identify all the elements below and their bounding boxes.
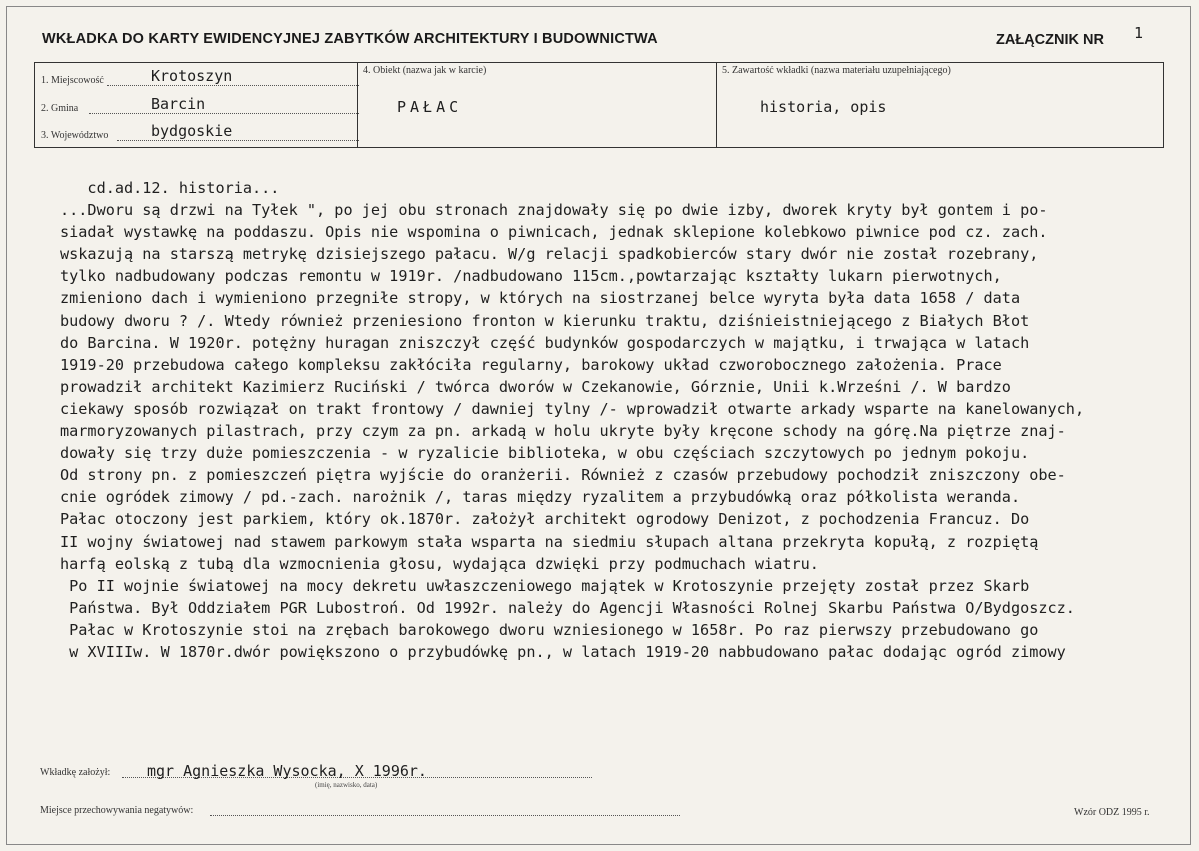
body-line: zmieniono dach i wymieniono przegniłe stropy, w których na siostrzanej belce wyryta była data 1658 / data [60, 289, 1021, 308]
dotted-line [89, 113, 359, 114]
body-line: Państwa. Był Oddziałem PGR Lubostroń. Od 1992r. należy do Agencji Własności Rolnej Skarbu Państwa O/Bydgoszcz. [60, 598, 1075, 617]
miejscowosc-value: Krotoszyn [151, 67, 233, 85]
zawartosc-value: historia, opis [760, 98, 887, 116]
body-line: dowały się trzy duże pomieszczenia - w ryzalicie biblioteka, w obu częściach szczytowych po jednym pokoju. [60, 444, 1030, 463]
body-line: ciekawy sposób rozwiązał on trakt frontowy / dawniej tylny /- wprowadził otwarte arkady wsparte na kanelowanych, [60, 399, 1085, 418]
field-miejscowosc [41, 68, 353, 88]
attachment-number: 1 [1134, 24, 1144, 42]
body-line: siadał wystawkę na poddaszu. Opis nie wspomina o piwnicach, jednak sklepione kolebkowo piwnice pod cz. zach. [60, 223, 1048, 242]
body-line: prowadził architekt Kazimierz Ruciński / twórca dworów w Czekanowie, Górznie, Unii k.Wrześni /. W bardzo [60, 377, 1011, 396]
body-line: Pałac w Krotoszynie stoi na zrębach barokowego dworu wzniesionego w 1658r. Po raz pierwszy przebudowano go [60, 620, 1039, 639]
body-line: Pałac otoczony jest parkiem, który ok.1870r. założył architekt ogrodowy Denizot, z pochodzenia Francuz. Do [60, 510, 1030, 529]
body-line: 1919-20 przebudowa całego kompleksu zakłóciła regularny, barokowy układ czworobocznego założenia. Prace [60, 355, 1002, 374]
attachment-label: ZAŁĄCZNIK NR [996, 32, 1104, 48]
body-line: do Barcina. W 1920r. potężny huragan zniszczył część budynków gospodarczych w majątku, i trwająca w latach [60, 333, 1030, 352]
dotted-line [117, 140, 359, 141]
body-line: Po II wojnie światowej na mocy dekretu uwłaszczeniowego majątek w Krotoszynie przejęty został przez Skarb [60, 576, 1030, 595]
zawartosc-label: 5. Zawartość wkładki (nazwa materiału uzupełniającego) [722, 65, 951, 76]
miejscowosc-label: 1. Miejscowość [41, 75, 104, 86]
dotted-line [107, 85, 359, 86]
field-gmina [41, 96, 353, 116]
gmina-value: Barcin [151, 95, 206, 113]
body-line: budowy dworu ? /. Wtedy również przeniesiono fronton w kierunku traktu, dziśnieistniejącego z Białych Błot [60, 311, 1030, 330]
body-line: w XVIIIw. W 1870r.dwór powiększono o przybudówkę pn., w latach 1919-20 nabbudowano pałac dodając ogród zimowy [60, 642, 1066, 661]
negatives-label: Miejsce przechowywania negatywów: [40, 805, 194, 816]
obiekt-label: 4. Obiekt (nazwa jak w karcie) [363, 65, 487, 76]
divider-line [716, 63, 717, 147]
body-line: ...Dworu są drzwi na Tyłek ", po jej obu stronach znajdowały się po dwie izby, dworek kryty był gontem i po- [60, 201, 1048, 220]
body-line: cd.ad.12. historia... [60, 179, 280, 197]
body-line: cnie ogródek zimowy / pd.-zach. narożnik /, taras między ryzalitem a przybudówką oraz półkolista weranda. [60, 488, 1021, 507]
body-line: Od strony pn. z pomieszczeń piętra wyjście do oranżerii. Również z czasów przebudowy pochodził zniszczony obe- [60, 466, 1066, 485]
body-line: tylko nadbudowany podczas remontu w 1919r. /nadbudowano 115cm.,powtarzając kształty lukarn pierwotnych, [60, 267, 1002, 286]
author-value: mgr Agnieszka Wysocka, X 1996r. [147, 762, 427, 780]
dotted-line [210, 815, 680, 816]
body-text [60, 177, 1190, 663]
wojewodztwo-label: 3. Województwo [41, 130, 109, 141]
author-label: Wkładkę założył: [40, 767, 111, 778]
location-box [34, 62, 1164, 148]
gmina-label: 2. Gmina [41, 103, 79, 114]
author-caption: (imię, nazwisko, data) [315, 781, 378, 789]
body-line: harfą eolską z tubą dla wzmocnienia głosu, wydająca dzwięki przy podmuchach wiatru. [60, 554, 819, 573]
body-line: wskazują na starszą metrykę dzisiejszego pałacu. W/g relacji spadkobierców stary dwór nie został rozebrany, [60, 245, 1039, 264]
wojewodztwo-value: bydgoskie [151, 122, 233, 140]
form-code: Wzór ODZ 1995 r. [1074, 807, 1150, 818]
obiekt-value: PAŁAC [397, 98, 463, 116]
divider-line [357, 63, 358, 147]
body-line: II wojny światowej nad stawem parkowym stała wsparta na siedmiu słupach altana przekryta kopułą, z rozpiętą [60, 532, 1039, 551]
field-wojewodztwo [41, 123, 353, 143]
form-title: WKŁADKA DO KARTY EWIDENCYJNEJ ZABYTKÓW ARCHITEKTURY I BUDOWNICTWA [42, 31, 658, 47]
body-line: marmoryzowanych pilastrach, przy czym za pn. arkadą w holu ukryte były kręcone schody na górę.Na piętrze znaj- [60, 422, 1066, 441]
